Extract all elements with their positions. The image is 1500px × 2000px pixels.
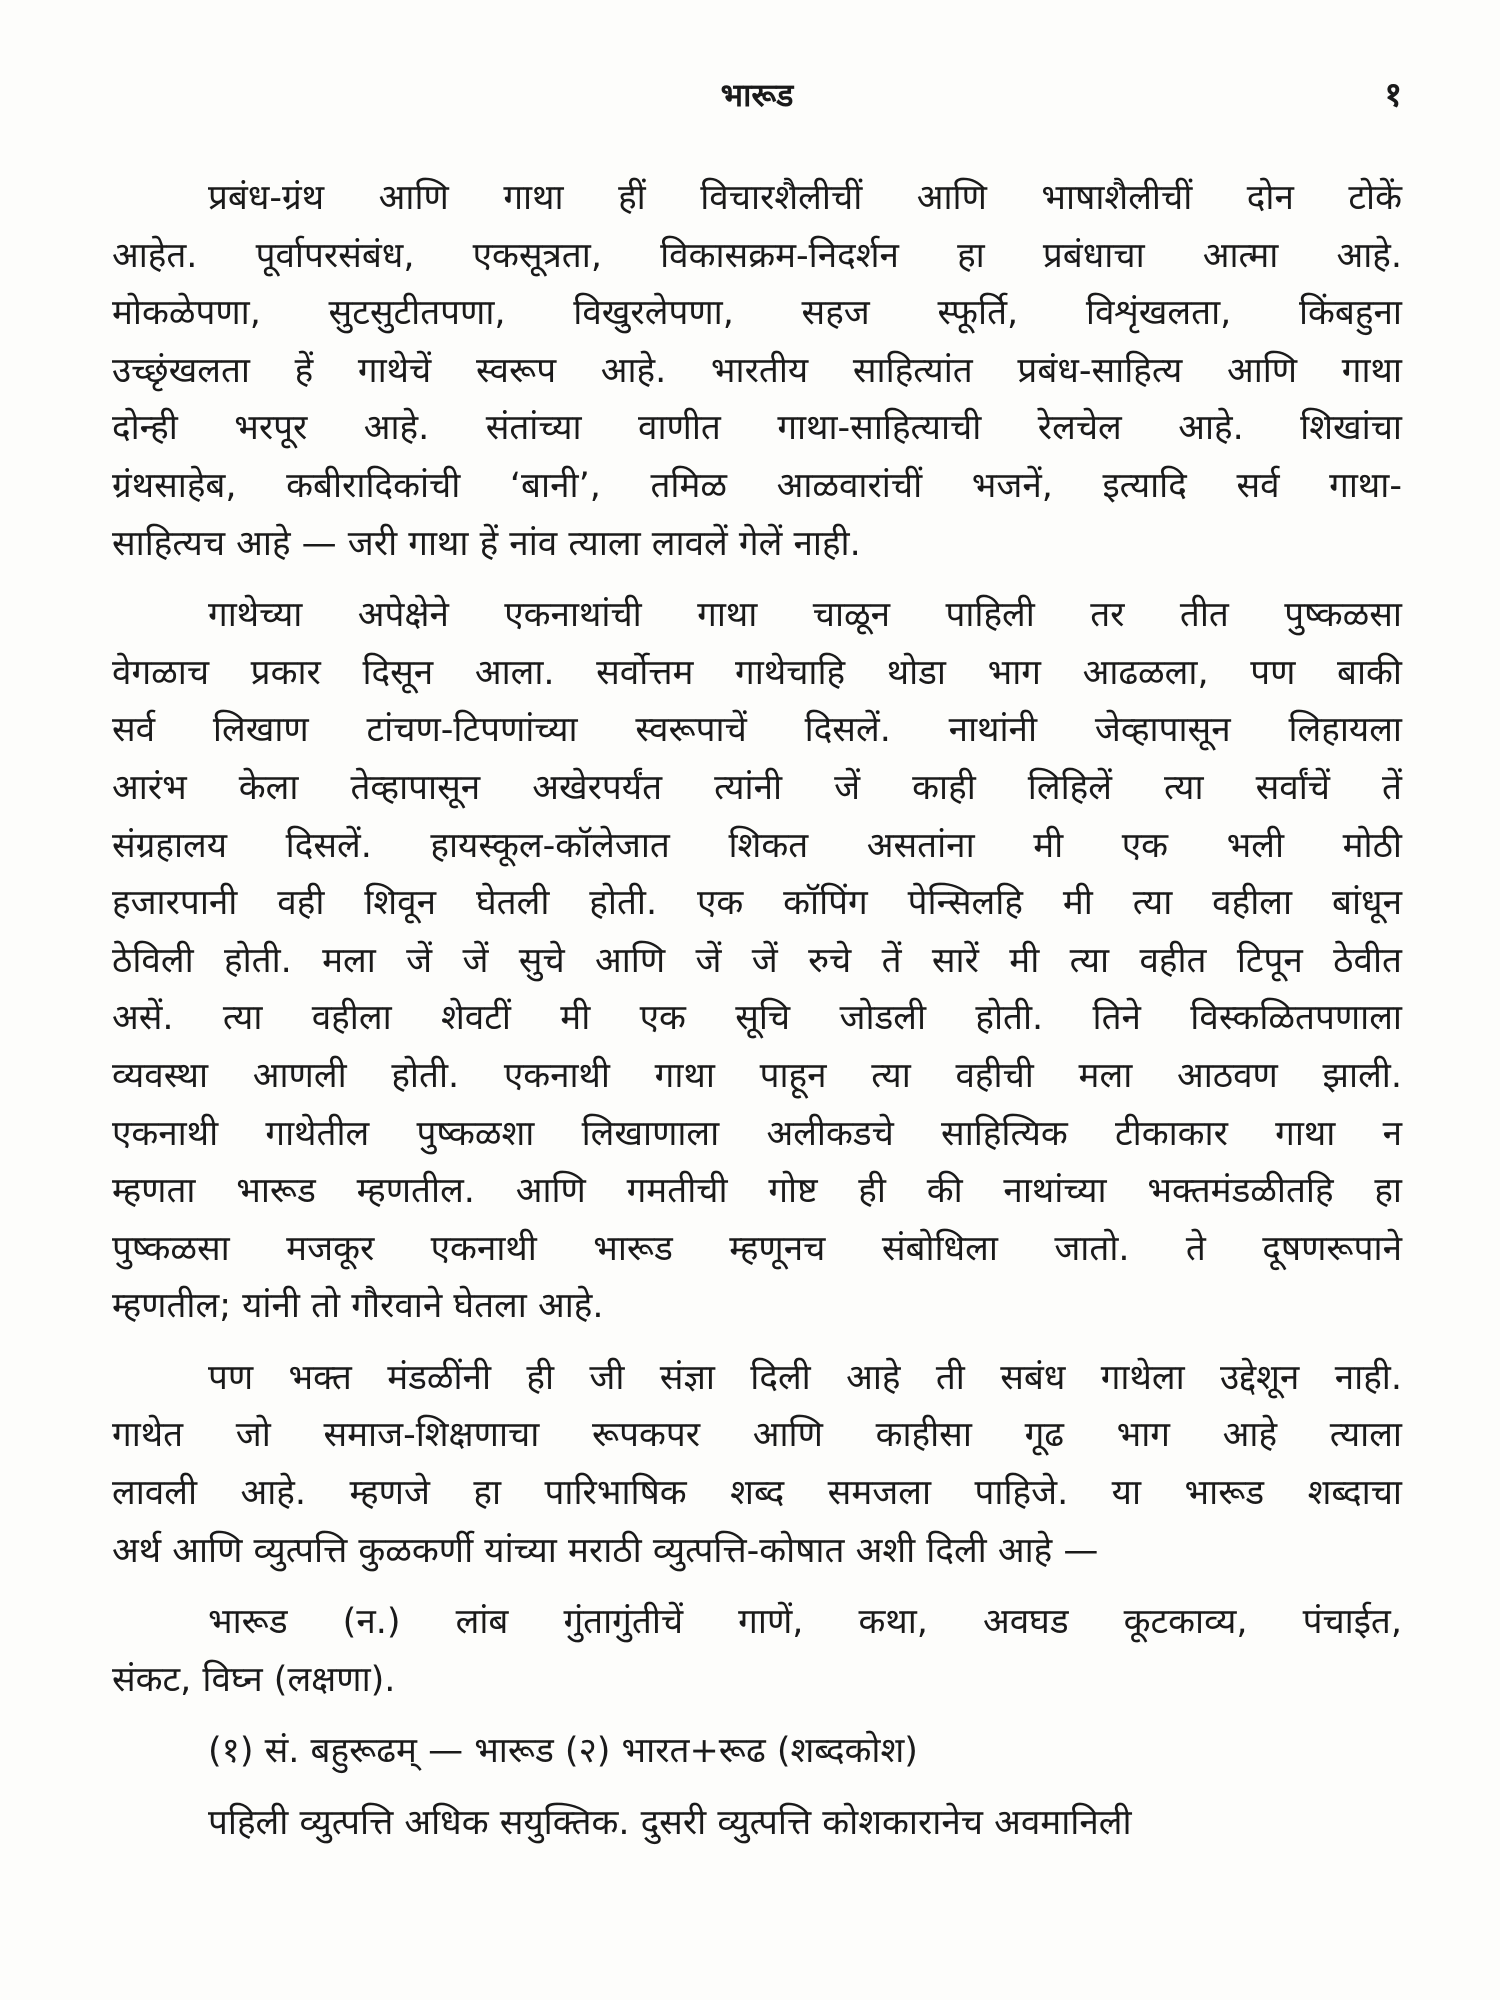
dictionary-entry — [112, 1594, 1402, 1709]
text-line: मोकळेपणा, सुटसुटीतपणा, विखुरलेपणा, सहज स्फूर्ति, विशृंखलता, किंबहुना — [112, 293, 1402, 334]
text-line: एकनाथी गाथेतील पुष्कळशा लिखाणाला अलीकडचे साहित्यिक टीकाकार गाथा न — [112, 1113, 1402, 1154]
text-line: पुष्कळसा मजकूर एकनाथी भारूड म्हणूनच संबोधिला जातो. ते दूषणरूपाने — [112, 1228, 1402, 1269]
body-text — [112, 170, 1402, 1853]
text-line: असें. त्या वहीला शेवटीं मी एक सूचि जोडली होती. तिने विस्कळितपणाला — [112, 998, 1402, 1039]
text-line: वेगळाच प्रकार दिसून आला. सर्वोत्तम गाथेचाहि थोडा भाग आढळला, पण बाकी — [112, 652, 1402, 693]
text-line: प्रबंध-ग्रंथ आणि गाथा हीं विचारशैलीचीं आणि भाषाशैलीचीं दोन टोकें — [208, 178, 1402, 218]
text-line: लावली आहे. म्हणजे हा पारिभाषिक शब्द समजला पाहिजे. या भारूड शब्दाचा — [112, 1473, 1402, 1514]
text-line: हजारपानी वही शिवून घेतली होती. एक कॉपिंग पेन्सिलहि मी त्या वहीला बांधून — [112, 883, 1402, 924]
running-head — [112, 70, 1402, 120]
text-line: ठेविली होती. मला जें जें सुचे आणि जें जें रुचे तें सारें मी त्या वहीत टिपून ठेवीत — [112, 940, 1402, 981]
text-line: दोन्ही भरपूर आहे. संतांच्या वाणीत गाथा-साहित्याची रेलचेल आहे. शिखांचा — [112, 408, 1402, 449]
text-line: संकट, विघ्न (लक्षणा). — [112, 1659, 396, 1700]
text-line: पहिली व्युत्पत्ति अधिक सयुक्तिक. दुसरी व्युत्पत्ति कोशकारानेच अवमानिली — [208, 1803, 1132, 1844]
text-line: (१) सं. बहुरूढम् — भारूड (२) भारत+रूढ (शब्दकोश) — [208, 1731, 918, 1772]
text-line: म्हणता भारूड म्हणतील. आणि गमतीची गोष्ट ही की नाथांच्या भक्तमंडळीतहि हा — [112, 1171, 1402, 1212]
paragraph — [112, 170, 1402, 573]
text-line: गाथेच्या अपेक्षेने एकनाथांची गाथा चाळून पाहिली तर तीत पुष्कळसा — [208, 595, 1402, 636]
text-line: सर्व लिखाण टांचण-टिपणांच्या स्वरूपाचें दिसलें. नाथांनी जेव्हापासून लिहायला — [112, 710, 1402, 751]
text-line: उच्छृंखलता हें गाथेचें स्वरूप आहे. भारतीय साहित्यांत प्रबंध-साहित्य आणि गाथा — [112, 350, 1402, 391]
paragraph — [112, 1795, 1402, 1853]
page-number: १ — [1384, 75, 1402, 115]
text-line: व्यवस्था आणली होती. एकनाथी गाथा पाहून त्या वहीची मला आठवण झाली. — [112, 1055, 1402, 1096]
text-line: ग्रंथसाहेब, कबीरादिकांची ‘बानी’, तमिळ आळवारांचीं भजनें, इत्यादि सर्व गाथा- — [112, 465, 1402, 506]
text-line: आरंभ केला तेव्हापासून अखेरपर्यंत त्यांनी जें काही लिहिलें त्या सर्वांचें तें — [112, 767, 1402, 808]
text-line: भारूड (न.) लांब गुंतागुंतीचें गाणें, कथा, अवघड कूटकाव्य, पंचाईत, — [208, 1602, 1402, 1643]
paragraph — [112, 1350, 1402, 1580]
text-line: गाथेत जो समाज-शिक्षणाचा रूपकपर आणि काहीसा गूढ भाग आहे त्याला — [112, 1415, 1402, 1456]
running-title: भारूड — [720, 76, 794, 114]
text-line: अर्थ आणि व्युत्पत्ति कुळकर्णी यांच्या मराठी व्युत्पत्ति-कोषात अशी दिली आहे — — [112, 1530, 1099, 1571]
etymology-line — [112, 1723, 1402, 1781]
text-line: म्हणतील; यांनी तो गौरवाने घेतला आहे. — [112, 1286, 604, 1327]
text-line: आहेत. पूर्वापरसंबंध, एकसूत्रता, विकासक्रम-निदर्शन हा प्रबंधाचा आत्मा आहे. — [112, 235, 1402, 276]
text-line: संग्रहालय दिसलें. हायस्कूल-कॉलेजात शिकत असतांना मी एक भली मोठी — [112, 825, 1402, 866]
text-line: पण भक्त मंडळींनी ही जी संज्ञा दिली आहे ती सबंध गाथेला उद्देशून नाही. — [208, 1357, 1402, 1398]
text-line: साहित्यच आहे — जरी गाथा हें नांव त्याला लावलें गेलें नाही. — [112, 523, 861, 564]
paragraph — [112, 587, 1402, 1336]
